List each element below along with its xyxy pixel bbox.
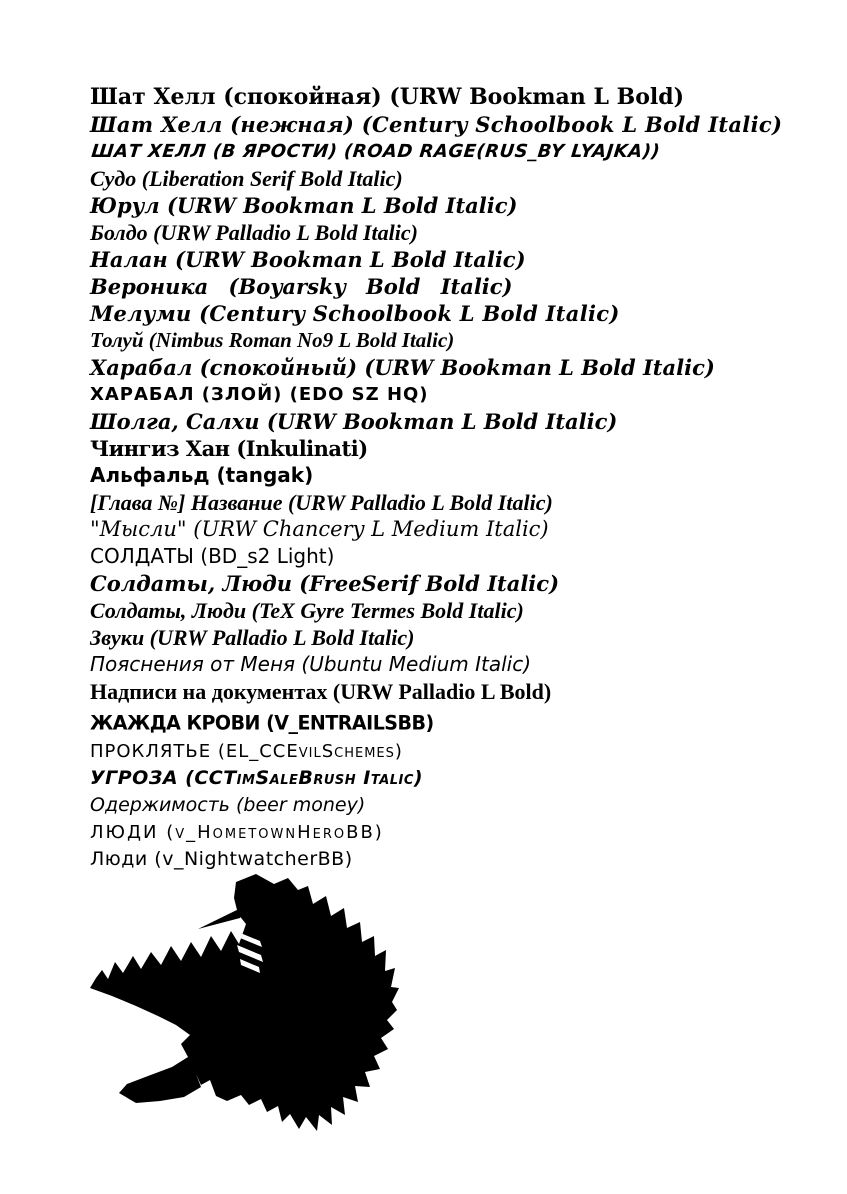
font-specimen-line: Солдаты, Люди (TeX Gyre Termes Bold Italic) [90, 598, 524, 623]
font-specimen-line: [Глава №] Название (URW Palladio L Bold Italic) [90, 490, 553, 515]
font-specimen-line: Пояснения от Меня (Ubuntu Medium Italic) [90, 652, 532, 676]
font-specimen-line: "Мысли" (URW Chancery L Medium Italic) [90, 517, 549, 541]
font-specimen-line: ЛЮДИ (v_HometownHeroBB) [90, 822, 384, 843]
font-specimen-line: Альфальд (tangak) [90, 463, 314, 487]
font-specimen-line: Болдо (URW Palladio L Bold Italic) [90, 220, 418, 245]
font-specimen-list [90, 84, 790, 873]
font-specimen-line: Судо (Liberation Serif Bold Italic) [90, 166, 403, 191]
font-specimen-line: Мелуми (Century Schoolbook L Bold Italic) [90, 301, 620, 326]
font-specimen-line: ШАТ ХЕЛЛ (В ЯРОСТИ) (ROAD RAGE(RUS_BY LYAJKA)) [90, 141, 662, 162]
font-specimen-line: УГРОЗА (CCTimSaleBrush Italic) [90, 767, 424, 789]
font-specimen-line: Одержимость (beer money) [90, 794, 366, 816]
font-specimen-line: Звуки (URW Palladio L Bold Italic) [90, 625, 415, 650]
font-specimen-line: Юрул (URW Bookman L Bold Italic) [90, 193, 518, 218]
font-specimen-line: Надписи на документах (URW Palladio L Bold) [90, 679, 552, 704]
font-specimen-line: ХАРАБАЛ (ЗЛОЙ) (EDO SZ HQ) [90, 384, 429, 405]
font-specimen-line: Шолга, Салхи (URW Bookman L Bold Italic) [90, 409, 618, 434]
creature-silhouette-svg [88, 874, 400, 1132]
font-specimen-line: Толуй (Nimbus Roman No9 L Bold Italic) [90, 328, 455, 352]
font-specimen-line: Харабал (спокойный) (URW Bookman L Bold Italic) [90, 355, 715, 380]
font-specimen-line: Шат Хелл (спокойная) (URW Bookman L Bold) [90, 84, 685, 110]
font-specimen-line: Люди (v_NightwatcherBB) [90, 848, 353, 870]
font-specimen-line: СОЛДАТЫ (BD_s2 Light) [90, 544, 335, 568]
font-specimen-line: Налан (URW Bookman L Bold Italic) [90, 247, 526, 272]
shaggy-creature-silhouette-illustration [88, 874, 400, 1132]
font-specimen-line: Шат Хелл (нежная) (Century Schoolbook L Bold Italic) [90, 112, 783, 137]
font-specimen-line: Вероника (Boyarsky Bold Italic) [90, 274, 513, 299]
font-specimen-line: ЖАЖДА КРОВИ (V_ENTRAILSBB) [90, 711, 434, 735]
font-specimen-line: Чингиз Хан (Inkulinati) [90, 436, 368, 461]
font-specimen-line: ПРОКЛЯТЬЕ (EL_CCEvilSchemes) [90, 741, 403, 762]
font-specimen-line: Солдаты, Люди (FreeSerif Bold Italic) [90, 571, 560, 596]
